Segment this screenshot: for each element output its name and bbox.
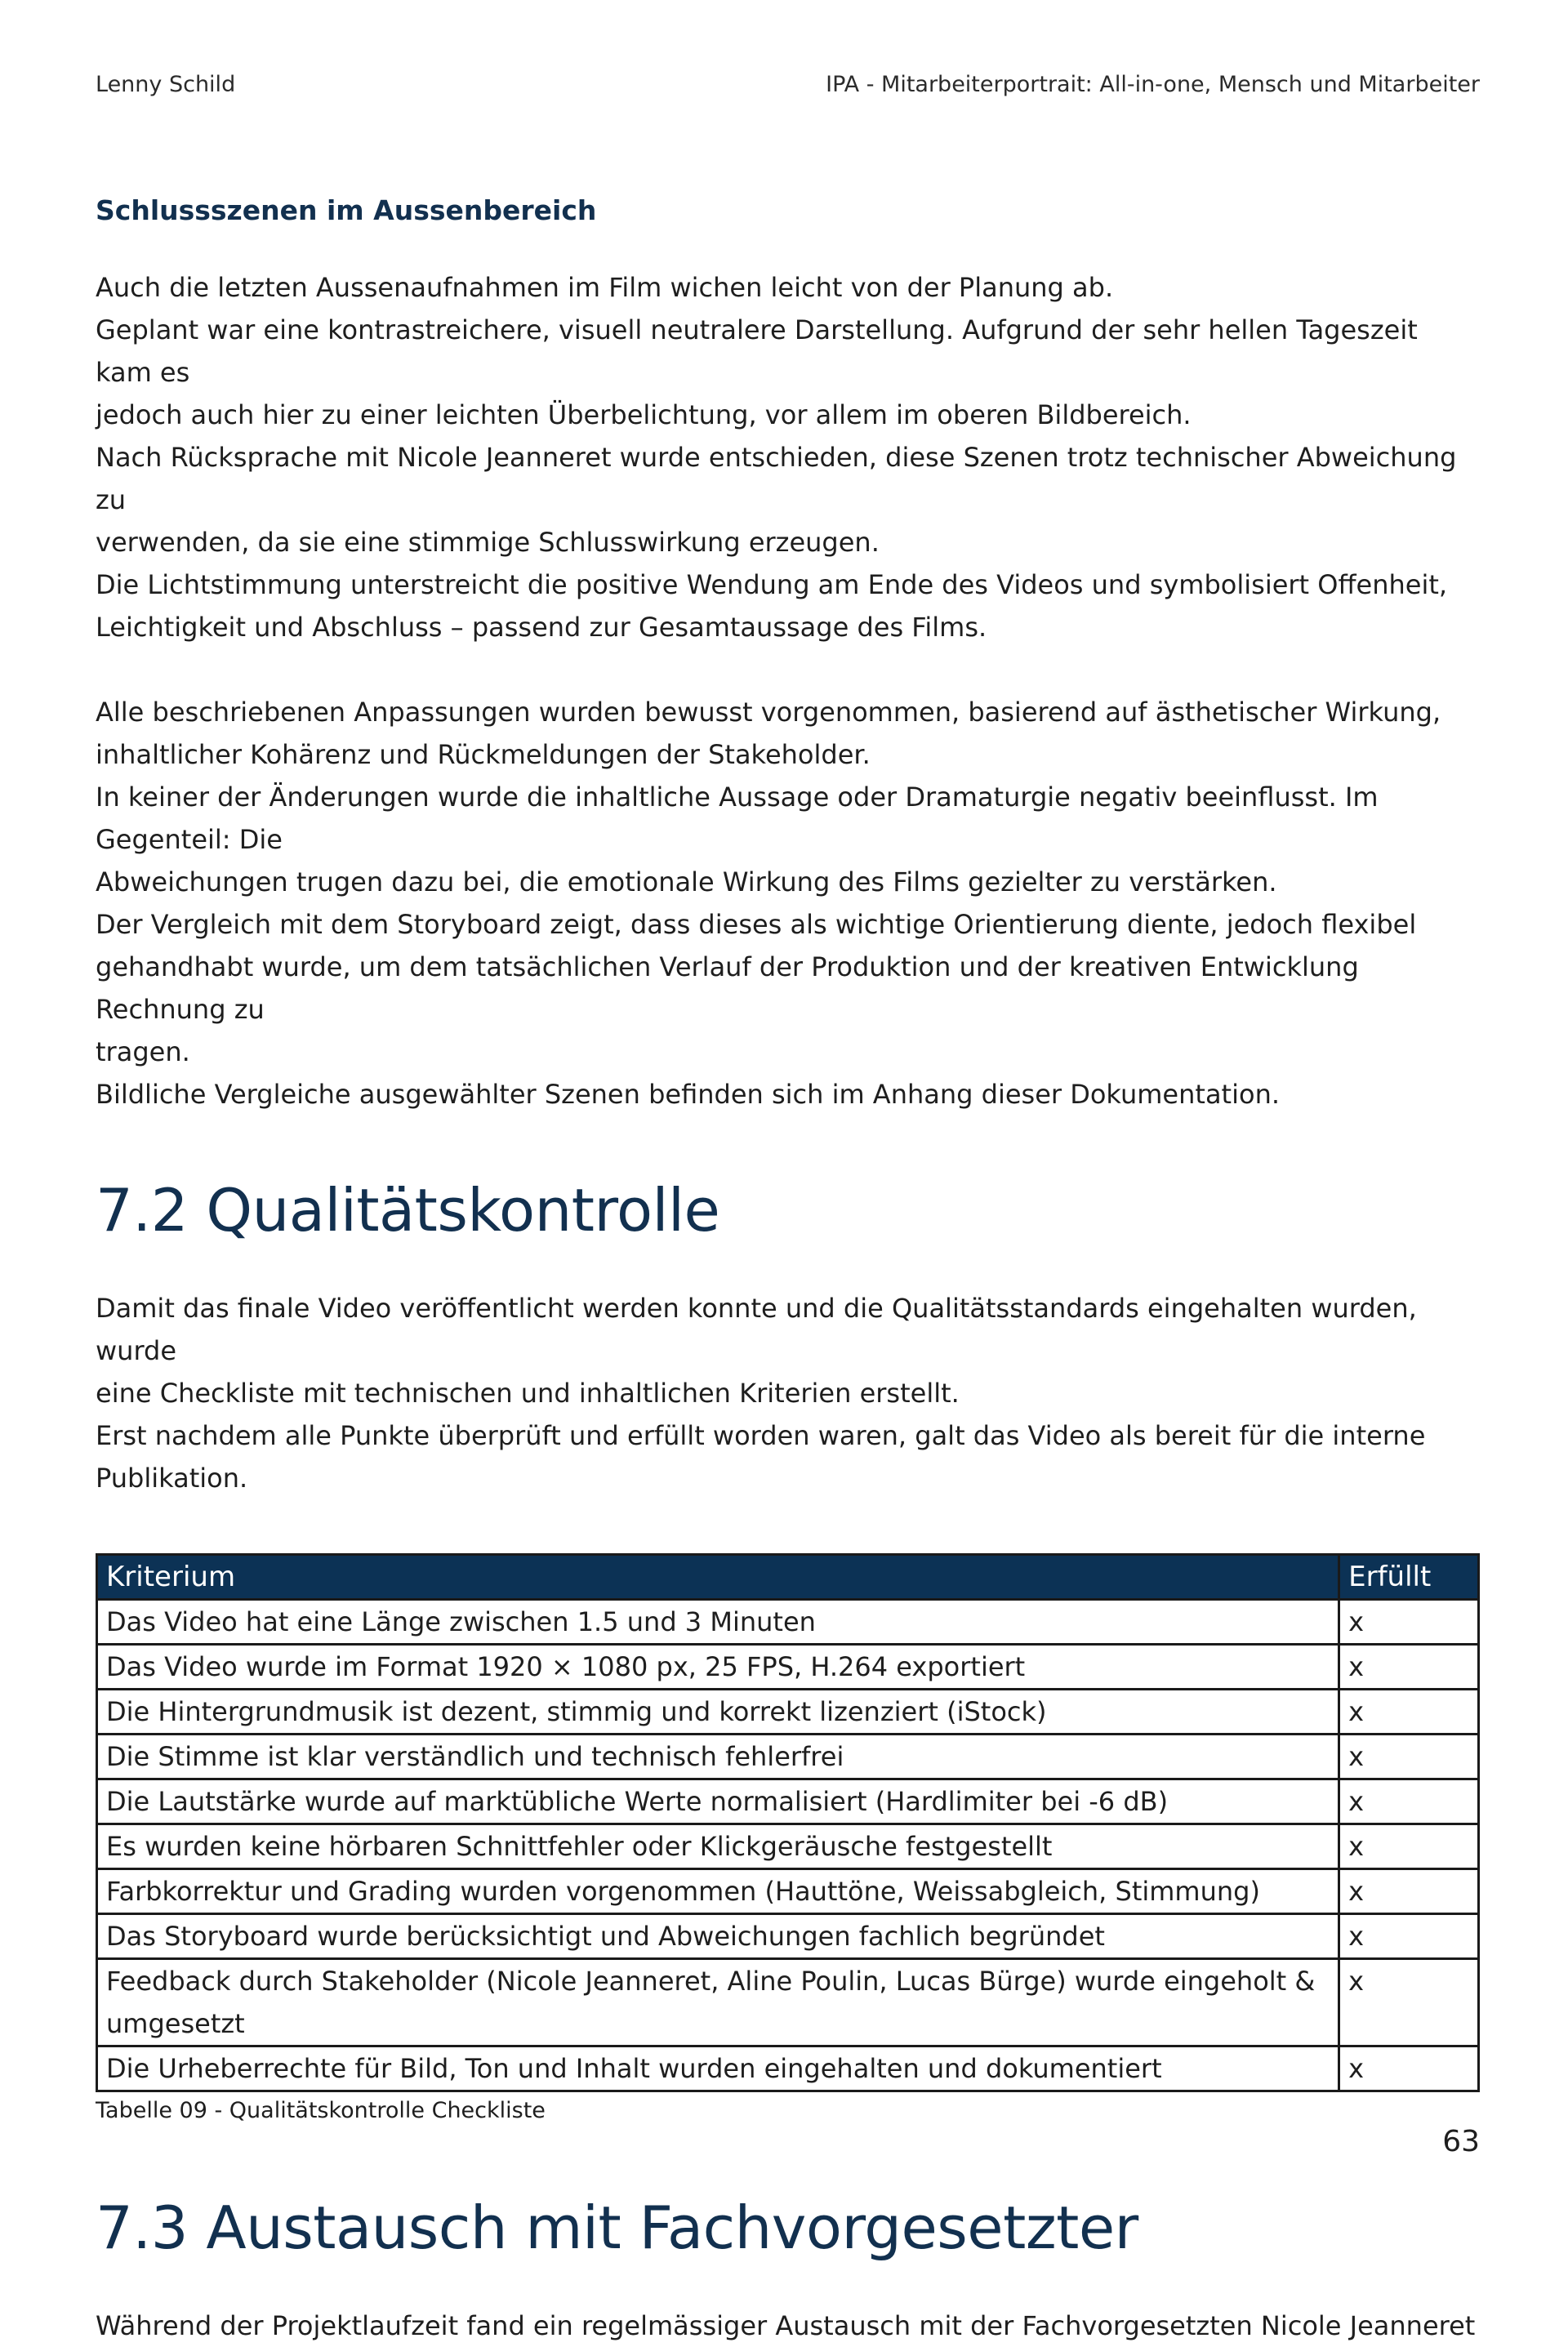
criterion-cell: Das Video hat eine Länge zwischen 1.5 und 3 Minuten (97, 1600, 1339, 1645)
text-line: jedoch auch hier zu einer leichten Überbelichtung, vor allem im oberen Bildbereich. (96, 399, 1192, 430)
header-author: Lenny Schild (96, 72, 236, 97)
text-line: Nach Rücksprache mit Nicole Jeanneret wurde entschieden, diese Szenen trotz technischer Abweichung zu (96, 442, 1457, 515)
fulfilled-cell: x (1339, 1735, 1479, 1779)
table-row (97, 1645, 1479, 1690)
criterion-cell: Farbkorrektur und Grading wurden vorgenommen (Hauttöne, Weissabgleich, Stimmung) (97, 1869, 1339, 1914)
table-row (97, 1869, 1479, 1914)
fulfilled-cell: x (1339, 1959, 1479, 2046)
column-header-fulfilled: Erfüllt (1339, 1555, 1479, 1600)
table-row (97, 2046, 1479, 2091)
criterion-cell: Es wurden keine hörbaren Schnittfehler oder Klickgeräusche festgestellt (97, 1824, 1339, 1869)
criterion-cell: Die Hintergrundmusik ist dezent, stimmig und korrekt lizenziert (iStock) (97, 1690, 1339, 1735)
criterion-cell: Die Lautstärke wurde auf marktübliche Werte normalisiert (Hardlimiter bei -6 dB) (97, 1779, 1339, 1824)
text-line: Publikation. (96, 1463, 248, 1494)
fulfilled-cell: x (1339, 1690, 1479, 1735)
text-line: Geplant war eine kontrastreichere, visuell neutralere Darstellung. Aufgrund der sehr hellen Tageszeit kam es (96, 314, 1418, 388)
paragraph-quality-intro (96, 1287, 1480, 1499)
text-line: Auch die letzten Aussenaufnahmen im Film wichen leicht von der Planung ab. (96, 272, 1114, 303)
table-header-row (97, 1555, 1479, 1600)
subheading-outdoor-scenes: Schlussszenen im Aussenbereich (96, 194, 597, 226)
paragraph-adjustments-summary (96, 691, 1480, 1116)
table-row (97, 1914, 1479, 1959)
table-caption: Tabelle 09 - Qualitätskontrolle Checkliste (96, 2098, 546, 2123)
column-header-criterion: Kriterium (97, 1555, 1339, 1600)
fulfilled-cell: x (1339, 1914, 1479, 1959)
fulfilled-cell: x (1339, 1600, 1479, 1645)
paragraph-spacer (96, 648, 1480, 691)
page-content (96, 188, 1480, 2347)
text-line: Damit das finale Video veröffentlicht werden konnte und die Qualitätsstandards eingehalten wurden, wurde (96, 1293, 1417, 1366)
text-line: Bildliche Vergleiche ausgewählter Szenen befinden sich im Anhang dieser Dokumentation. (96, 1079, 1281, 1110)
fulfilled-cell: x (1339, 1869, 1479, 1914)
paragraph-outdoor-deviation (96, 266, 1480, 648)
text-line: Alle beschriebenen Anpassungen wurden bewusst vorgenommen, basierend auf ästhetischer Wirkung, (96, 697, 1441, 728)
fulfilled-cell: x (1339, 1779, 1479, 1824)
text-line: Leichtigkeit und Abschluss – passend zur Gesamtaussage des Films. (96, 612, 987, 643)
paragraph-supervisor-intro: Während der Projektlaufzeit fand ein regelmässiger Austausch mit der Fachvorgesetzten Nicole Jeanneret (96, 2310, 1476, 2341)
criterion-cell: Die Urheberrechte für Bild, Ton und Inhalt wurden eingehalten und dokumentiert (97, 2046, 1339, 2091)
criterion-cell: Die Stimme ist klar verständlich und technisch fehlerfrei (97, 1735, 1339, 1779)
text-line: In keiner der Änderungen wurde die inhaltliche Aussage oder Dramaturgie negativ beeinflusst. Im Gegenteil: Die (96, 782, 1379, 855)
text-line: eine Checkliste mit technischen und inhaltlichen Kriterien erstellt. (96, 1378, 960, 1409)
fulfilled-cell: x (1339, 2046, 1479, 2091)
table-row (97, 1779, 1479, 1824)
text-line: Die Lichtstimmung unterstreicht die positive Wendung am Ende des Videos und symbolisiert Offenheit, (96, 569, 1448, 600)
fulfilled-cell: x (1339, 1645, 1479, 1690)
criterion-cell: Das Video wurde im Format 1920 × 1080 px, 25 FPS, H.264 exportiert (97, 1645, 1339, 1690)
text-line: Abweichungen trugen dazu bei, die emotionale Wirkung des Films gezielter zu verstärken. (96, 866, 1277, 897)
fulfilled-cell: x (1339, 1824, 1479, 1869)
criterion-cell: Das Storyboard wurde berücksichtigt und Abweichungen fachlich begründet (97, 1914, 1339, 1959)
table-row (97, 1959, 1479, 2046)
text-line: tragen. (96, 1036, 190, 1067)
text-line: gehandhabt wurde, um dem tatsächlichen Verlauf der Produktion und der kreativen Entwicklung Rechnung zu (96, 951, 1359, 1025)
text-line: Der Vergleich mit dem Storyboard zeigt, dass dieses als wichtige Orientierung diente, jedoch flexibel (96, 909, 1417, 940)
section-title-quality-control: 7.2 Qualitätskontrolle (96, 1176, 720, 1245)
text-line: Erst nachdem alle Punkte überprüft und erfüllt worden waren, galt das Video als bereit für die interne (96, 1420, 1426, 1451)
table-row (97, 1600, 1479, 1645)
table-row (97, 1735, 1479, 1779)
text-line: inhaltlicher Kohärenz und Rückmeldungen der Stakeholder. (96, 739, 871, 770)
quality-checklist-table (96, 1553, 1480, 2092)
page-number: 63 (1442, 2125, 1480, 2158)
header-document-title: IPA - Mitarbeiterportrait: All-in-one, Mensch und Mitarbeiter (826, 72, 1480, 97)
section-title-supervisor-exchange: 7.3 Austausch mit Fachvorgesetzter (96, 2193, 1138, 2262)
table-row (97, 1824, 1479, 1869)
table-row (97, 1690, 1479, 1735)
text-line: verwenden, da sie eine stimmige Schlusswirkung erzeugen. (96, 527, 880, 558)
criterion-cell: Feedback durch Stakeholder (Nicole Jeanneret, Aline Poulin, Lucas Bürge) wurde eingeholt & umgesetzt (97, 1959, 1339, 2046)
page-header (96, 72, 1480, 101)
